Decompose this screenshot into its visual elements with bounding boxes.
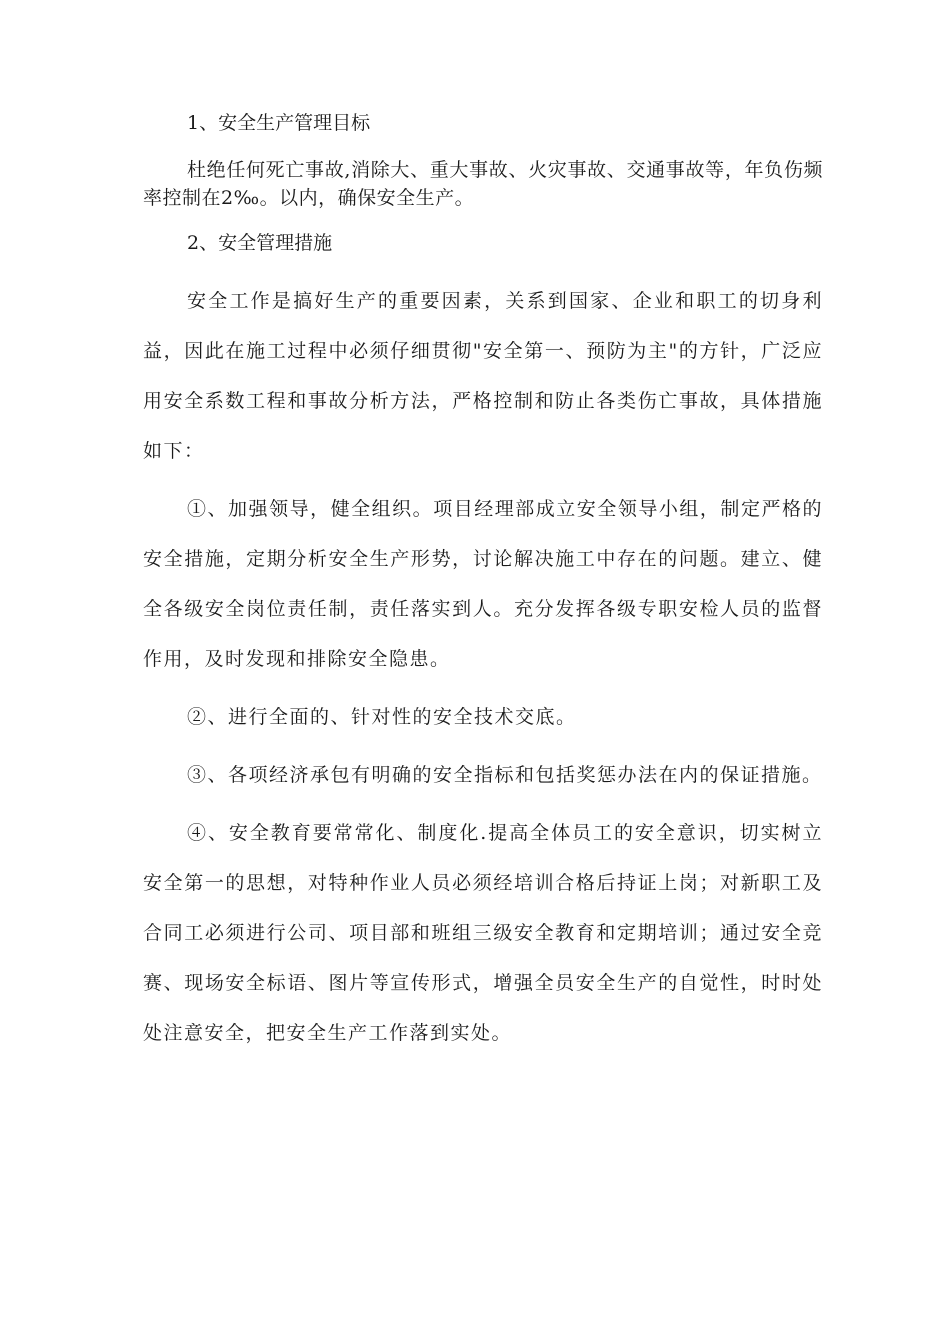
measure-item-1: ①、加强领导，健全组织。项目经理部成立安全领导小组，制定严格的安全措施，定期分析安全生产形势，讨论解决施工中存在的问题。建立、健全各级安全岗位责任制，责任落实到人。充分发挥各级专职安检人员的监督作用，及时发现和排除安全隐患。 bbox=[143, 498, 823, 670]
safety-goal-paragraph: 杜绝任何死亡事故,消除大、重大事故、火灾事故、交通事故等，年负伤频率控制在2‰。以内，确保安全生产。 bbox=[143, 159, 823, 209]
measure-item-2: ②、进行全面的、针对性的安全技术交底。 bbox=[187, 706, 577, 728]
safety-measures-intro-paragraph: 安全工作是搞好生产的重要因素，关系到国家、企业和职工的切身利益，因此在施工过程中必须仔细贯彻"安全第一、预防为主"的方针，广泛应用安全系数工程和事故分析方法，严格控制和防止各类伤亡事故，具体措施如下： bbox=[143, 290, 823, 462]
measure-item-4: ④、安全教育要常常化、制度化.提高全体员工的安全意识，切实树立安全第一的思想，对特种作业人员必须经培训合格后持证上岗；对新职工及合同工必须进行公司、项目部和班组三级安全教育和定期培训；通过安全竞赛、现场安全标语、图片等宣传形式，增强全员安全生产的自觉性，时时处处注意安全，把安全生产工作落到实处。 bbox=[143, 822, 823, 1044]
document-body bbox=[143, 108, 823, 1066]
section-heading-safety-measures: 2、安全管理措施 bbox=[187, 232, 333, 254]
section-heading-safety-goal: 1、安全生产管理目标 bbox=[187, 112, 371, 134]
measure-item-3: ③、各项经济承包有明确的安全指标和包括奖惩办法在内的保证措施。 bbox=[187, 764, 823, 786]
